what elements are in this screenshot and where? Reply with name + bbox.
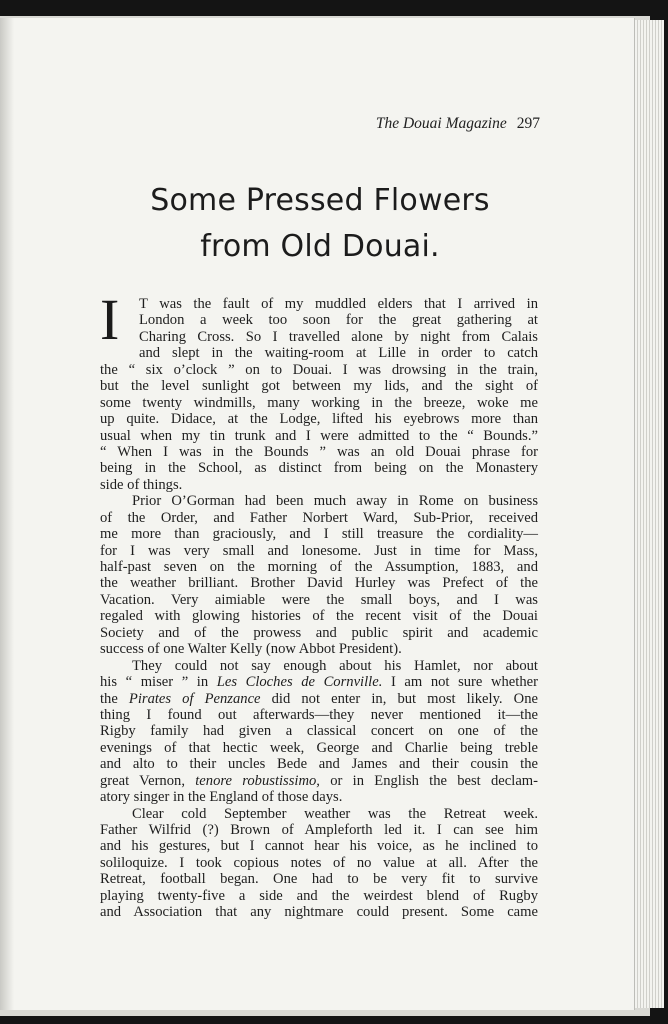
text-segment: Rigby family had given a classical concert on one of the [100, 723, 538, 740]
text-line [100, 822, 538, 838]
text-line [100, 312, 538, 328]
text-segment: the [100, 690, 129, 707]
text-line [100, 411, 538, 427]
text-line [100, 789, 538, 805]
text-segment: Clear cold September weather was the Retreat week. [132, 805, 538, 822]
text-segment: and alto to their uncles Bede and James and their cousin the [100, 756, 538, 773]
text-line [100, 460, 538, 476]
text-line [100, 740, 538, 756]
text-segment: playing twenty-five a side and the weirdest blend of Rugby [100, 887, 538, 904]
article-body [100, 287, 539, 921]
text-line [100, 296, 538, 312]
text-line [100, 855, 538, 871]
text-segment: me more than graciously, and I still treasure the cordiality— [100, 526, 538, 543]
text-line [100, 559, 538, 575]
text-segment: the weather brilliant. Brother David Hurley was Prefect of the [100, 575, 538, 592]
title-line-2: from Old Douai. [200, 229, 440, 264]
text-segment: being in the School, as distinct from being on the Monastery [100, 460, 538, 477]
text-segment: They could not say enough about his Hamlet, nor about [132, 657, 538, 674]
text-segment: atory singer in the England of those days. [100, 789, 343, 806]
text-segment: but the level sunlight got between my lids, and the sight of [100, 378, 538, 395]
text-segment: half-past seven on the morning of the Assumption, 1883, and [100, 559, 538, 575]
article-title [100, 178, 540, 270]
text-line [100, 444, 538, 460]
text-segment: up quite. Didace, at the Lodge, lifted his eyebrows more than [100, 411, 538, 428]
text-segment: or in English the best declam- [319, 772, 539, 789]
text-line [100, 428, 538, 444]
text-segment: Society and of the prowess and public spirit and academic [100, 624, 538, 641]
text-line [100, 707, 538, 723]
text-segment: London a week too soon for the great gathering at [139, 312, 538, 329]
text-segment: soliloquize. I took copious notes of no value at all. After the [100, 854, 538, 871]
text-line [100, 345, 538, 361]
drop-cap: I [100, 287, 120, 352]
text-segment: Charing Cross. So I travelled alone by night from Calais [139, 328, 538, 345]
text-line [100, 904, 538, 920]
text-segment: regaled with glowing histories of the recent visit of the Douai [100, 608, 538, 625]
text-line [100, 773, 538, 789]
text-line [100, 526, 538, 542]
text-segment: Retreat, football began. One had to be very fit to survive [100, 871, 538, 888]
italic-title: Les Cloches de Cornville. [216, 674, 383, 691]
text-line [100, 806, 538, 822]
text-line [100, 756, 538, 772]
text-segment: for I was very small and lonesome. Just in time for Mass, [100, 542, 538, 559]
text-line [100, 395, 538, 411]
text-segment: side of things. [100, 476, 183, 493]
text-line [100, 723, 538, 739]
text-line [100, 378, 538, 394]
text-line [100, 838, 538, 854]
text-line [100, 592, 538, 608]
text-line [100, 641, 538, 657]
text-line [100, 691, 538, 707]
page-gutter [0, 18, 14, 1010]
text-segment: evenings of that hectic week, George and Charlie being treble [100, 739, 538, 756]
text-line [100, 608, 538, 624]
text-line [100, 362, 538, 378]
text-segment: I am not sure whether [382, 674, 538, 691]
text-line [100, 871, 538, 887]
text-segment: great Vernon, [100, 772, 196, 789]
text-segment: T was the fault of my muddled elders that I arrived in [139, 296, 538, 312]
text-segment: Prior O’Gorman had been much away in Rome on business [132, 493, 538, 510]
text-line [100, 477, 538, 493]
text-line [100, 888, 538, 904]
text-segment: “ When I was in the Bounds ” was an old Douai phrase for [100, 443, 538, 460]
page-number: 297 [516, 115, 540, 132]
text-segment: usual when my tin trunk and I were admitted to the “ Bounds.” [100, 427, 538, 444]
text-segment: of the Order, and Father Norbert Ward, Sub-Prior, received [100, 509, 538, 526]
text-segment: Vacation. Very aimiable were the small boys, and I was [100, 591, 538, 608]
text-segment: did not enter in, but most likely. One [260, 690, 538, 707]
text-segment: his “ miser ” in [100, 674, 217, 691]
text-line [100, 674, 538, 690]
text-segment: Father Wilfrid (?) Brown of Ampleforth led it. I can see him [100, 822, 538, 838]
text-line [100, 575, 538, 591]
magazine-title: The Douai Magazine [375, 115, 507, 132]
text-line [100, 543, 538, 559]
text-line [100, 658, 538, 674]
text-segment: success of one Walter Kelly (now Abbot President). [100, 641, 402, 658]
text-segment: the “ six o’clock ” on to Douai. I was drowsing in the train, [100, 361, 538, 378]
italic-title: tenore robustissimo, [195, 772, 320, 789]
text-segment: some twenty windmills, many working in the breeze, woke me [100, 394, 538, 411]
text-line [100, 625, 538, 641]
text-line [100, 329, 538, 345]
page-edges [632, 20, 664, 1008]
running-header [300, 115, 540, 133]
text-segment: and slept in the waiting-room at Lille in order to catch [139, 345, 538, 362]
text-segment: thing I found out afterwards—they never mentioned it—the [100, 706, 538, 723]
italic-title: Pirates of Penzance [128, 690, 261, 707]
text-line [100, 493, 538, 509]
text-segment: and his gestures, but I cannot hear his voice, as he inclined to [100, 838, 538, 855]
title-line-1: Some Pressed Flowers [150, 183, 490, 218]
text-segment: and Association that any nightmare could present. Some came [100, 904, 538, 921]
text-line [100, 510, 538, 526]
